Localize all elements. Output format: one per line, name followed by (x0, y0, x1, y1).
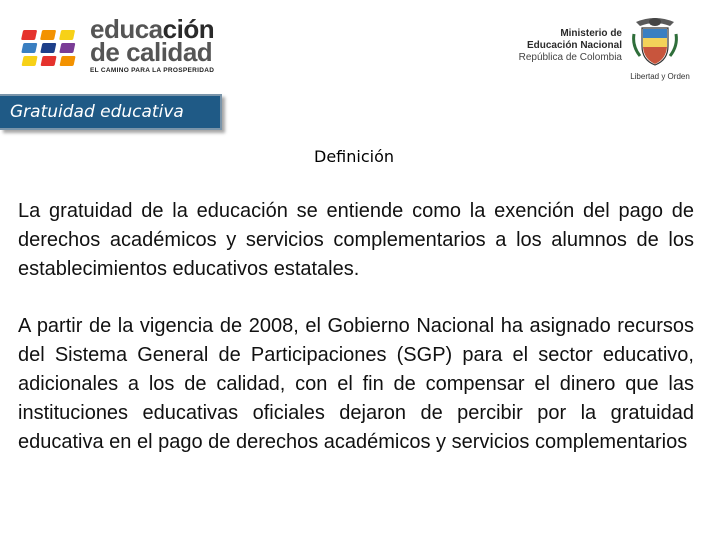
colored-cubes-icon (20, 26, 84, 72)
logo-line2: de calidad (90, 37, 213, 67)
subtitle (0, 147, 720, 166)
logo-cube (21, 56, 37, 66)
educacion-de-calidad-logo (20, 14, 215, 76)
logo-line1-accent: ción (162, 14, 215, 44)
logo-cube (59, 30, 75, 40)
section-title-box (0, 94, 222, 130)
coat-of-arms-icon (630, 16, 680, 68)
ministry-text (519, 28, 622, 64)
logo-cube (59, 43, 75, 53)
logo-tagline: EL CAMINO PARA LA PROSPERIDAD (90, 67, 215, 74)
logo-cube (40, 56, 56, 66)
subtitle-text: Definición (314, 147, 394, 166)
logo-cube (40, 43, 56, 53)
ministry-line2: Educación Nacional (526, 40, 622, 51)
ministry-logo (518, 16, 692, 86)
motto-text: Libertad y Orden (630, 72, 690, 81)
section-title: Gratuidad educativa (10, 102, 184, 122)
logo-cube (40, 30, 56, 40)
ministry-line3: República de Colombia (518, 52, 622, 63)
logo-cube (21, 43, 37, 53)
logo-text (90, 14, 215, 74)
header (0, 0, 720, 90)
paragraph-definition: La gratuidad de la educación se entiende como la exención del pago de derechos académicos y servicios complementarios a los alumnos de los establecimientos educativos estatales. (18, 200, 694, 280)
paragraph-funding: A partir de la vigencia de 2008, el Gobierno Nacional ha asignado recursos del Sistema General de Participaciones (SGP) para el sector educativo, adicionales a los de calidad, con el fin de compensar el dinero que las instituciones educativas oficiales dejaron de percibir por la gratuidad educativa en el pago de derechos académicos y servicios complementarios (18, 315, 694, 453)
logo-line1-start: educa (90, 14, 163, 44)
logo-cube (59, 56, 75, 66)
ministry-line1: Ministerio de (560, 28, 622, 39)
logo-cube (21, 30, 37, 40)
